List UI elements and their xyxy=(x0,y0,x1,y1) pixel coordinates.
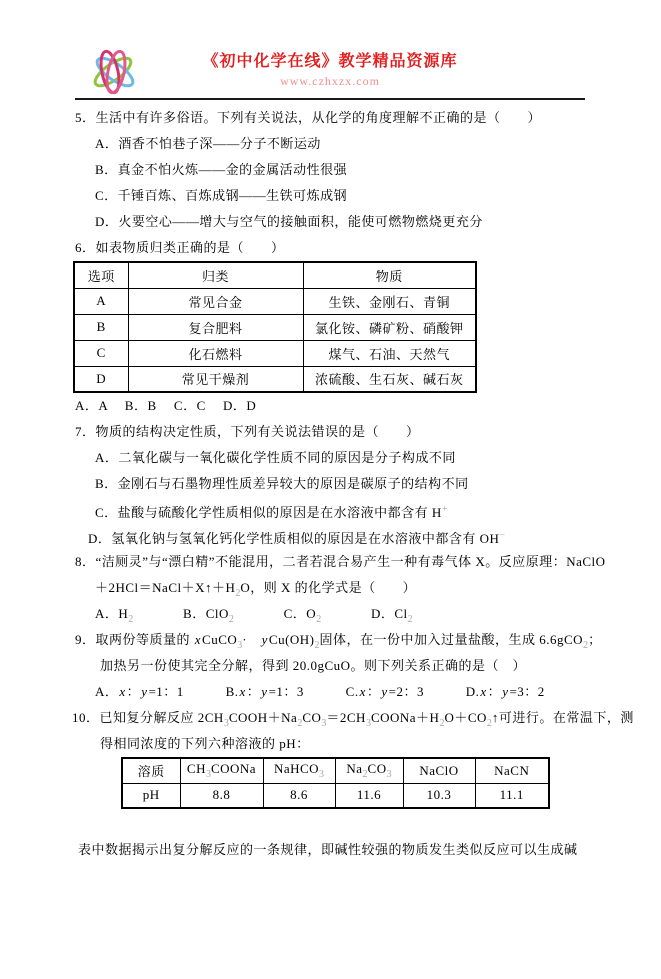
q9-option-c: C.x：y=2：3 xyxy=(345,684,424,699)
q5-option-c: C．千锤百炼、百炼成钢——生铁可炼成钢 xyxy=(95,188,348,203)
table-header-cell: pH xyxy=(122,783,180,808)
q7-option-d: D．氢氧化钠与氢氧化钙化学性质相似的原因是在水溶液中都含有 OH− xyxy=(88,530,506,546)
table-cell: 10.3 xyxy=(403,783,475,808)
site-url: www.czhxzx.com xyxy=(280,74,380,88)
q8-stem-line2: $+2HCl=NaCl+X↑+H_2O$，则 X 的化学式是（ ） xyxy=(95,580,417,599)
q8-stem-line1: 8．“洁厕灵”与“漂白精”不能混用，二者若混合易产生一种有毒气体 X。反应原理：NaClO xyxy=(75,554,606,569)
q9-stem-line2: 加热另一份使其完全分解，得到 20.0gCuO。则下列关系正确的是（ ） xyxy=(100,658,527,673)
table-cell: 浓硫酸、生石灰、碱石灰 xyxy=(303,366,476,392)
table-cell: 化石燃料 xyxy=(128,340,303,366)
table-header-cell: 物质 xyxy=(303,262,476,288)
table-cell: C xyxy=(74,340,128,366)
table-cell: 氯化铵、磷矿粉、硝酸钾 xyxy=(303,314,476,340)
table-cell: 常见干燥剂 xyxy=(128,366,303,392)
q10-stem-line2: 得相同浓度的下列六种溶液的 pH： xyxy=(100,736,310,751)
q7-option-c: C．盐酸与硫酸化学性质相似的原因是在水溶液中都含有 H+ xyxy=(95,504,448,520)
table-cell: 8.6 xyxy=(263,783,335,808)
table-cell: D xyxy=(74,366,128,392)
table-cell: 11.6 xyxy=(335,783,403,808)
table-row xyxy=(74,262,476,288)
table-cell: 生铁、金刚石、青铜 xyxy=(303,288,476,314)
q6-classification-table xyxy=(73,261,477,393)
q7-stem: 7．物质的结构决定性质，下列有关说法错误的是（ ） xyxy=(75,424,420,439)
table-row xyxy=(74,366,476,392)
header-text xyxy=(75,44,585,89)
table-header-cell: 归类 xyxy=(128,262,303,288)
question-5 xyxy=(0,105,661,235)
q7-option-b: B．金刚石与石墨物理性质差异较大的原因是碳原子的结构不同 xyxy=(95,476,469,491)
site-header xyxy=(75,44,585,100)
table-cell: 复合肥料 xyxy=(128,314,303,340)
table-row xyxy=(122,783,549,808)
table-row xyxy=(74,314,476,340)
table-cell: NaCN xyxy=(475,758,549,783)
q7-option-a: A．二氧化碳与一氧化碳化学性质不同的原因是分子构成不同 xyxy=(95,450,456,465)
q5-option-d: D．火要空心——增大与空气的接触面积，能使可燃物燃烧更充分 xyxy=(95,214,483,229)
question-9 xyxy=(0,627,661,705)
atom-logo-icon xyxy=(83,46,145,98)
q8-options-row xyxy=(0,601,661,627)
q9-option-d: D.x：y=3：2 xyxy=(465,684,545,699)
q5-stem: 5．生活中有许多俗语。下列有关说法，从化学的角度理解不正确的是（ ） xyxy=(75,110,542,125)
table-cell: 煤气、石油、天然气 xyxy=(303,340,476,366)
q10-ph-table xyxy=(121,757,550,809)
table-cell: $CH_3COONa$ xyxy=(180,758,263,783)
q9-stem-line1: 9．取两份等质量的 xCuCO$_3$· $yCu(OH)_2$固体，在一份中加入过量盐酸，生成 6.6gCO$_2$； xyxy=(75,632,602,651)
table-cell: 常见合金 xyxy=(128,288,303,314)
q9-options-row xyxy=(0,679,661,705)
q8-option-a: A．$H_2$ xyxy=(95,606,134,625)
table-header-cell: 选项 xyxy=(74,262,128,288)
table-row xyxy=(74,340,476,366)
footer-note: 表中数据揭示出复分解反应的一条规律，即碱性较强的物质发生类似反应可以生成碱 xyxy=(78,842,578,857)
table-cell: $Na_2CO_3$ xyxy=(335,758,403,783)
table-row xyxy=(122,758,549,783)
q8-option-c: C．$O_2$ xyxy=(283,606,322,625)
table-cell: 11.1 xyxy=(475,783,549,808)
q10-stem-line1: 10．已知复分解反应 $2CH_3COOH+Na_2CO_3=2CH_3COONa+H_2O+CO_2↑$可进行。在常温下，测 xyxy=(72,710,634,729)
q6-stem: 6．如表物质归类正确的是（ ） xyxy=(75,240,285,255)
q5-option-b: B．真金不怕火炼——金的金属活动性很强 xyxy=(95,162,348,177)
site-title: 《初中化学在线》教学精品资源库 xyxy=(202,53,458,70)
q8-option-b: B．ClO$_2$ xyxy=(183,606,234,625)
table-cell: NaHCO$_3$ xyxy=(263,758,335,783)
table-cell: A xyxy=(74,288,128,314)
table-cell: 8.8 xyxy=(180,783,263,808)
question-6 xyxy=(0,235,661,419)
table-cell: NaClO xyxy=(403,758,475,783)
q9-option-b: B.x：y=1：3 xyxy=(225,684,304,699)
table-header-cell: 溶质 xyxy=(122,758,180,783)
table-cell: B xyxy=(74,314,128,340)
question-10 xyxy=(0,705,661,809)
question-8 xyxy=(0,549,661,627)
table-row xyxy=(74,288,476,314)
q5-option-a: A．酒香不怕巷子深——分子不断运动 xyxy=(95,136,321,151)
q6-answer-choices: A．A B．B C．C D．D xyxy=(75,398,257,413)
question-7 xyxy=(0,419,661,549)
q9-option-a: A．x：y=1：1 xyxy=(95,684,184,699)
q8-option-d: D．$Cl_2$ xyxy=(370,606,413,625)
